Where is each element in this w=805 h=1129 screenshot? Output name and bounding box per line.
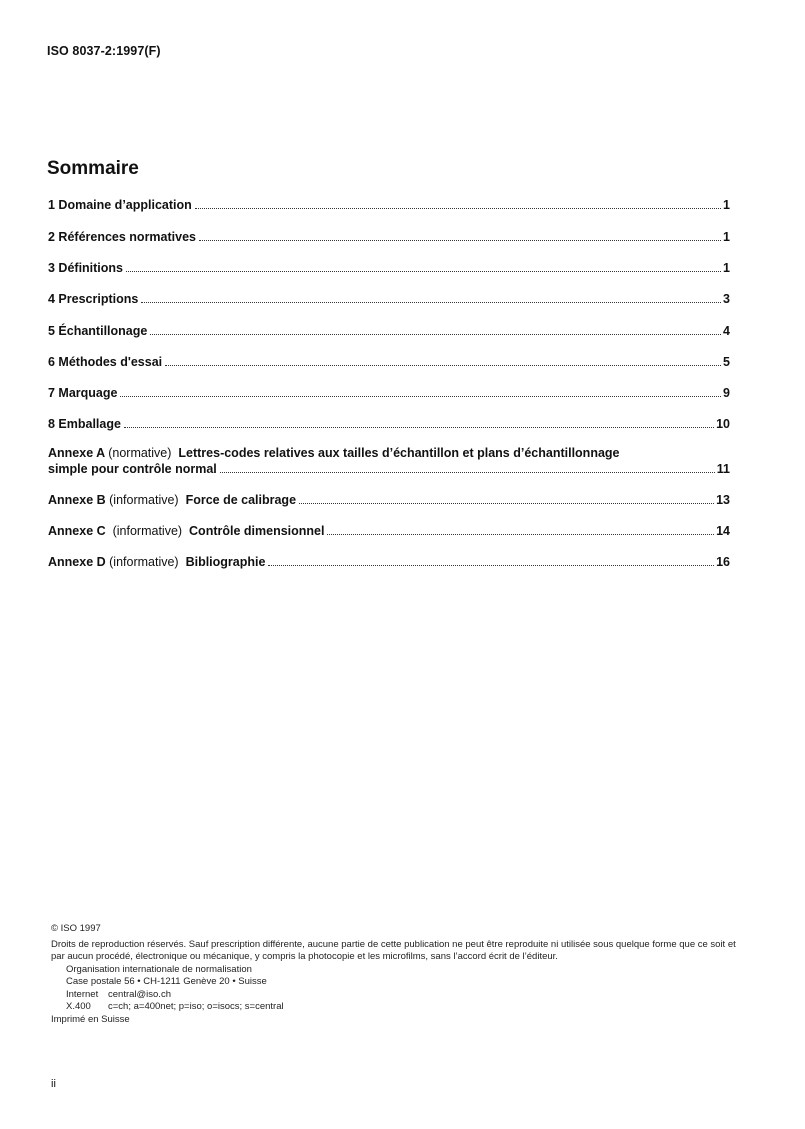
toc-leader [120,396,721,397]
toc-entry-7[interactable] [48,385,730,401]
copyright-line: © ISO 1997 [51,923,101,934]
toc-entry-2[interactable] [48,229,730,245]
toc-leader [126,271,721,272]
x400-value: c=ch; a=400net; p=iso; o=isocs; s=central [108,1001,284,1012]
toc-entry-page: 14 [716,524,730,538]
toc-leader [199,240,721,241]
toc-leader [195,208,721,209]
internet-label: Internet [66,988,99,1000]
toc-leader [220,472,715,473]
toc-leader [141,302,721,303]
toc-entry-label: 5 Échantillonage [48,324,148,338]
toc-entry-page: 5 [723,355,730,369]
toc-title: Sommaire [47,158,139,179]
toc-annex-line [48,445,730,461]
toc-entry-6[interactable] [48,354,730,370]
printed-in: Imprimé en Suisse [51,1013,130,1025]
toc-entry-label: 6 Méthodes d'essai [48,355,163,369]
page-number: ii [51,1078,56,1090]
toc-entry-4[interactable] [48,291,730,307]
toc-leader [299,503,714,504]
toc-entry-label: 1 Domaine d’application [48,198,192,212]
toc-leader [268,565,714,566]
annex-prefix: Annexe A [48,446,105,460]
copyright-notice [51,923,741,1026]
annex-prefix: Annexe D [48,555,106,569]
toc-annex-d[interactable] [48,554,730,570]
rights-statement: Droits de reproduction réservés. Sauf prescription différente, aucune partie de cette publication ne peut être reproduite ni utilisée sous quelque forme que ce soit et par aucun procédé, électronique ou mécanique, y compris la photocopie et les microfilms, sans l’accord écrit de l’éditeur. [51,938,736,962]
toc-entry-page: 1 [723,230,730,244]
toc-entry-8[interactable] [48,416,730,432]
toc-entry-label: 8 Emballage [48,417,121,431]
x400-contact [51,1001,741,1014]
x400-label: X.400 [66,1001,91,1012]
toc-entry-5[interactable] [48,323,730,339]
toc-leader [124,427,714,428]
toc-entry-label: 3 Définitions [48,261,124,275]
toc-leader [327,534,714,535]
toc-entry-page: 9 [723,386,730,400]
annex-title: Bibliographie [185,555,266,569]
annex-prefix: Annexe B [48,493,106,507]
toc-entry-page: 4 [723,324,730,338]
annex-type: (informative) [109,493,179,507]
toc-entry-3[interactable] [48,260,730,276]
toc-entry-page: 11 [716,462,730,476]
toc-entry-label: 4 Prescriptions [48,292,139,306]
postal-address: Case postale 56 • CH-1211 Genève 20 • Suisse [66,976,267,987]
toc-annex-line [48,461,730,477]
toc-entry-page: 10 [716,417,730,431]
annex-type: (informative) [109,555,179,569]
toc-entry-page: 1 [723,198,730,212]
annex-title: Force de calibrage [185,493,297,507]
toc-annex-a[interactable] [48,445,730,477]
document-id: ISO 8037-2:1997(F) [47,44,161,58]
annex-prefix: Annexe C [48,524,106,538]
toc-entry-page: 13 [716,493,730,507]
toc-entry-page: 3 [723,292,730,306]
toc-entry-1[interactable] [48,197,730,213]
annex-title-cont: simple pour contrôle normal [48,462,217,476]
toc-annex-b[interactable] [48,492,730,508]
toc-entry-page: 1 [723,261,730,275]
internet-contact [51,989,741,1002]
annex-type: (normative) [108,446,172,460]
annex-title: Lettres-codes relatives aux tailles d’échantillon et plans d’échantillonnage [178,446,620,460]
toc-entry-label: 2 Références normatives [48,230,196,244]
toc-entry-page: 16 [716,555,730,569]
annex-type: (informative) [112,524,183,538]
internet-value: central@iso.ch [108,988,171,1000]
annex-title: Contrôle dimensionnel [189,524,325,538]
organisation-name: Organisation internationale de normalisation [66,963,252,975]
toc-annex-c[interactable] [48,523,730,539]
toc-entry-label: 7 Marquage [48,386,118,400]
toc-leader [150,334,721,335]
toc-leader [165,365,721,366]
